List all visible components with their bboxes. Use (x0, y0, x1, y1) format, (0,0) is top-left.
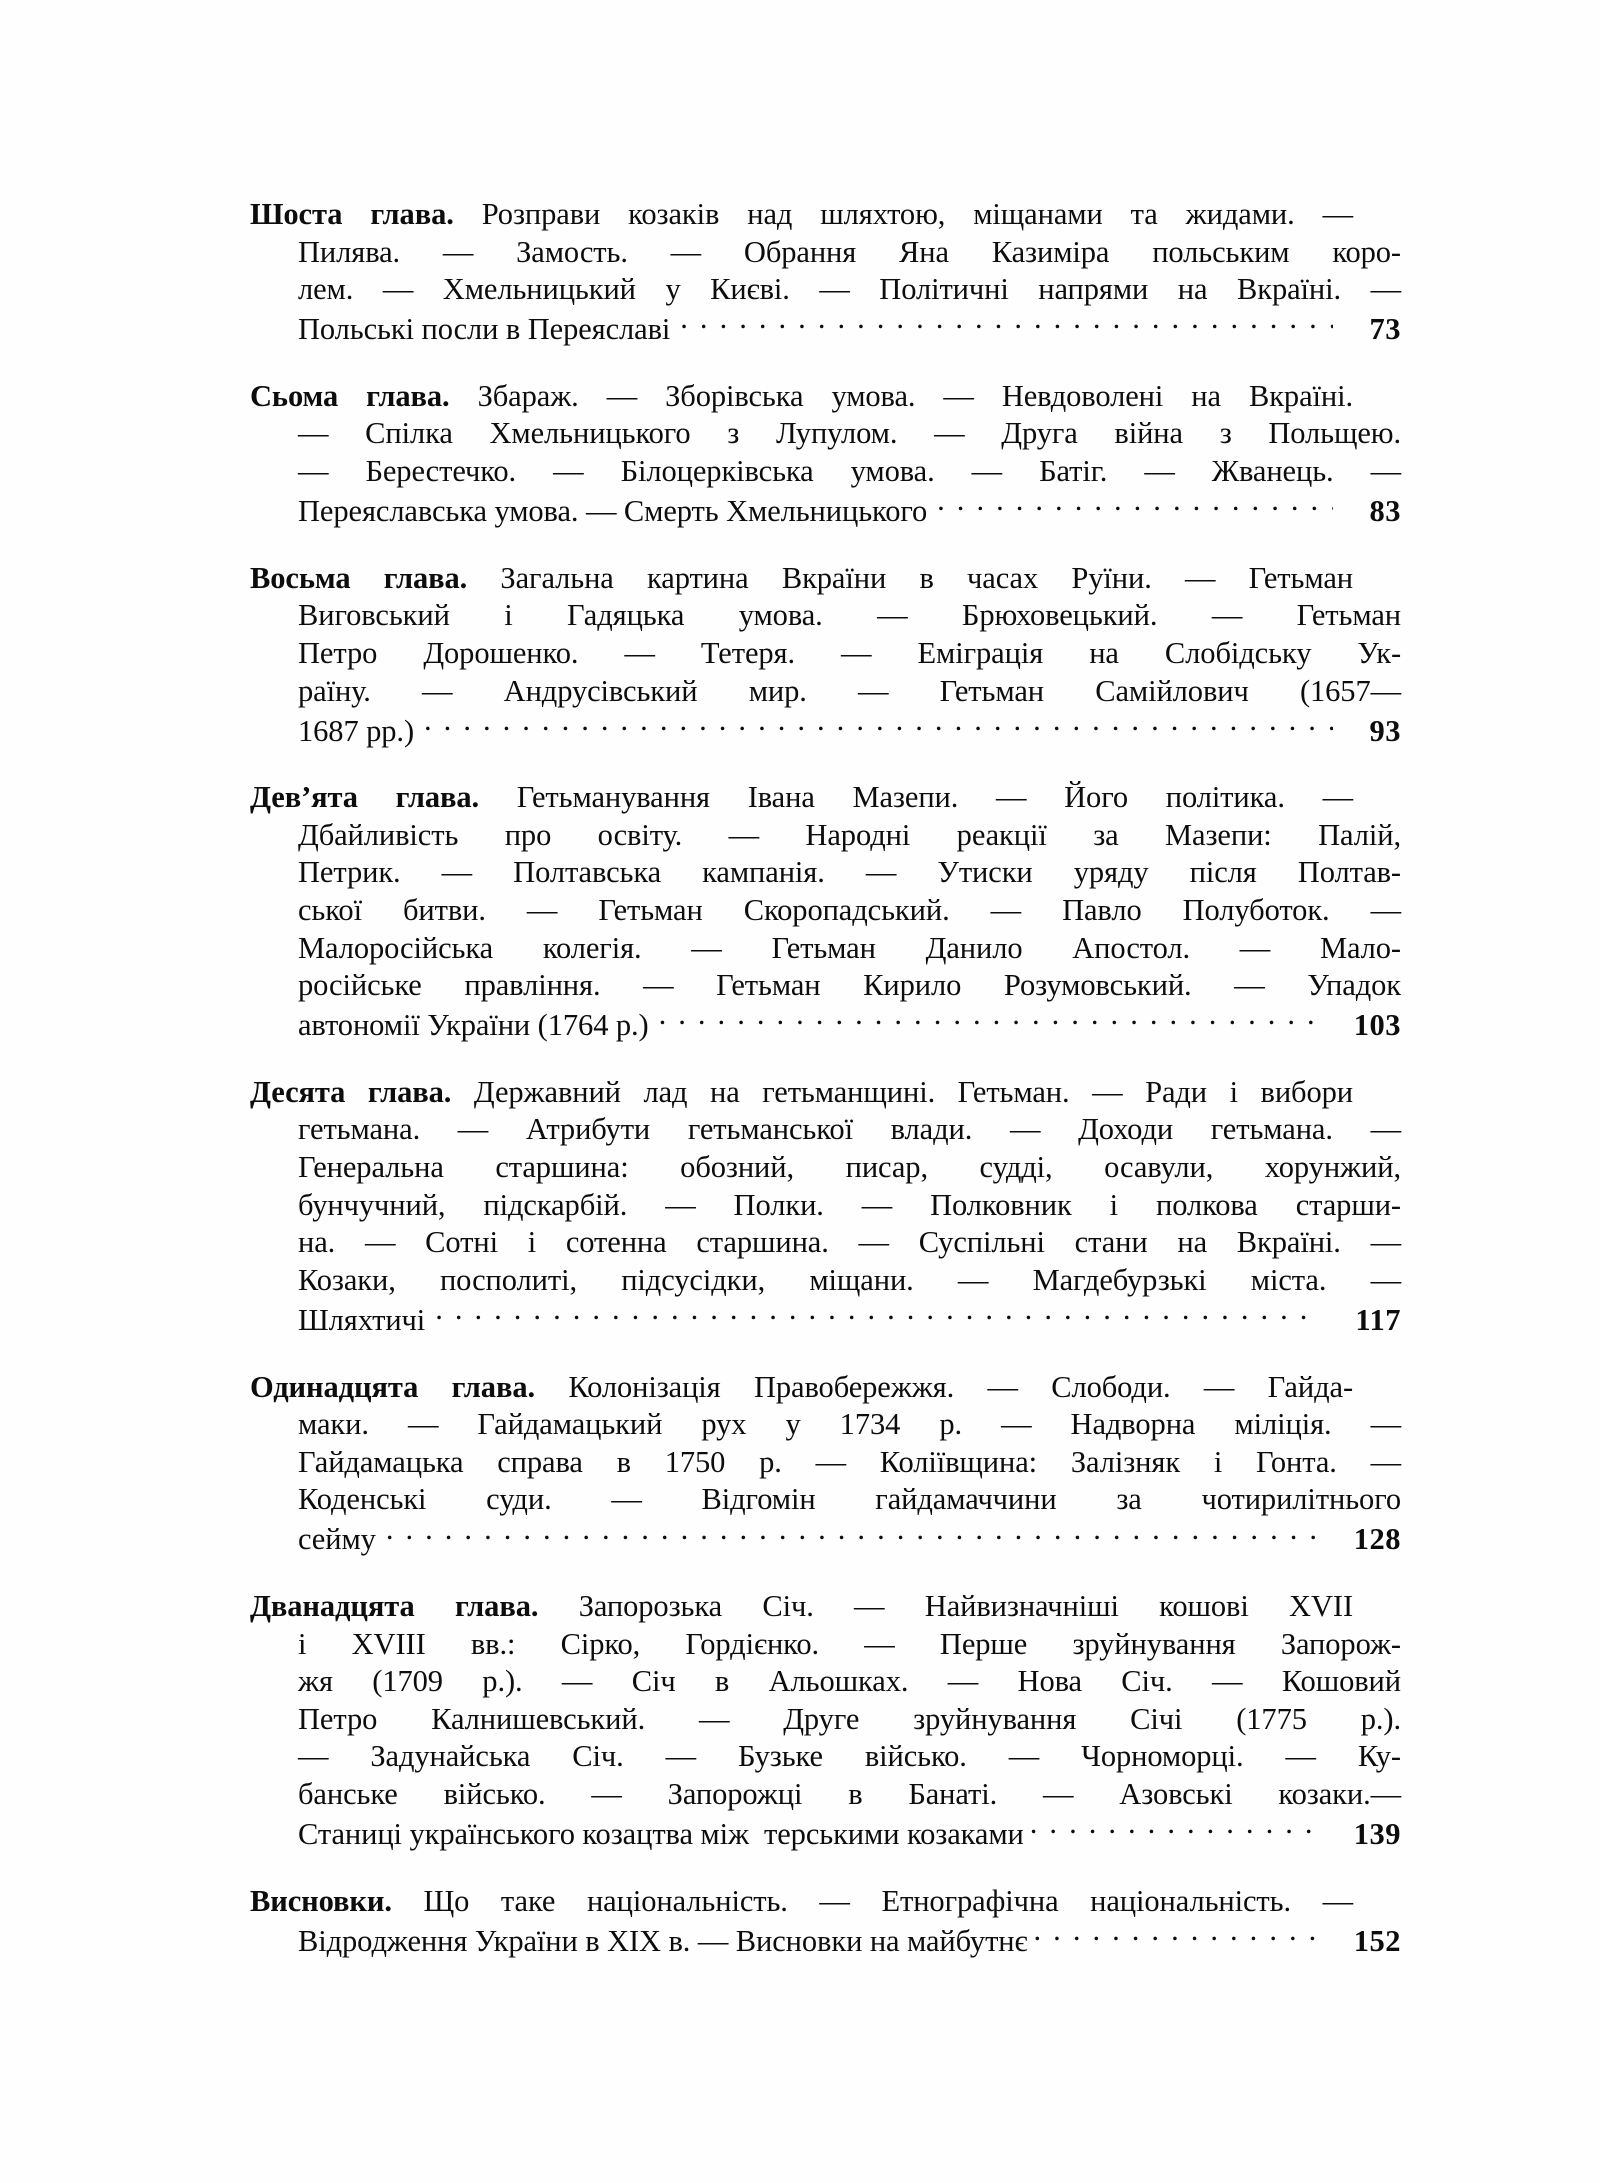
page-number[interactable]: 139 (1353, 1817, 1401, 1852)
toc-entry-line: і XVIII вв.: Сірко, Гордієнко. — Перше зруйнування Запорож- (298, 1626, 1401, 1661)
leader-dots (680, 309, 1333, 340)
toc-entry-line: Генеральна старшина: обозний, писар, судді, осавули, хорунжий, (298, 1150, 1401, 1185)
chapter-label: Дев’ята глава. (250, 780, 480, 815)
chapter-summary: Запорозька Січ. — Найвизначніші кошові XVII (538, 1589, 1353, 1623)
toc-entry-line: бунчучний, підскарбій. — Полки. — Полковник і полкова старши- (298, 1187, 1401, 1222)
toc-entry-line: Козаки, посполиті, підсусідки, міщани. — Магдебурзькі міста. — (298, 1262, 1401, 1297)
chapter-label: Шоста глава. (250, 197, 454, 231)
page-number[interactable]: 83 (1369, 494, 1401, 529)
toc-entry-line: Петро Дорошенко. — Тетеря. — Еміграція на Слобідську Ук- (298, 635, 1401, 670)
leader-dots (435, 1299, 1317, 1330)
chapter-label: Дванадцята глава. (250, 1589, 539, 1623)
toc-entry-title-line (250, 560, 1353, 598)
toc-entry-line: Переяславська умова. — Смерть Хмельницького (298, 494, 928, 529)
toc-entry-last-line (250, 1920, 1401, 1960)
toc-entry-last-line (250, 1814, 1401, 1854)
toc-entry-title-line (250, 1369, 1353, 1407)
chapter-label: Одинадцята глава. (250, 1369, 536, 1404)
toc-entry[interactable] (250, 196, 1401, 349)
toc-entry-line: на. — Сотні і сотенна старшина. — Суспільні стани на Вкраїні. — (298, 1225, 1401, 1260)
chapter-summary: Що таке національність. — Етнографічна національність. — (391, 1883, 1353, 1918)
toc-entry-line: жя (1709 р.). — Січ в Альошках. — Нова Січ. — Кошовий (298, 1664, 1401, 1699)
leader-dots (1030, 1814, 1323, 1845)
toc-entry-last-line (250, 1005, 1401, 1045)
toc-entry-line: гетьмана. — Атрибути гетьманської влади. — Доходи гетьмана. — (298, 1112, 1401, 1147)
toc-entry-line: Відродження України в XIX в. — Висновки на майбутнє (298, 1923, 1028, 1958)
chapter-summary: Гетьманування Івана Мазепи. — Його політика. — (479, 780, 1353, 815)
page-number[interactable]: 103 (1353, 1008, 1401, 1043)
toc-entry-line: Виговський і Гадяцька умова. — Брюховецький. — Гетьман (298, 598, 1401, 633)
chapter-label: Восьма глава. (250, 560, 468, 595)
page-number[interactable]: 117 (1355, 1302, 1401, 1337)
chapter-label: Сьома глава. (250, 378, 450, 413)
chapter-summary: Колонізація Правобережжя. — Слободи. — Гайда- (535, 1369, 1353, 1404)
toc-entry-title-line (250, 1883, 1353, 1921)
page-number[interactable]: 152 (1353, 1923, 1401, 1958)
chapter-summary: Загальна картина Вкраїни в часах Руїни. — Гетьман (467, 560, 1353, 595)
leader-dots (386, 1519, 1317, 1550)
table-of-contents (250, 196, 1401, 1960)
toc-entry-line: 1687 рр.) (298, 713, 415, 748)
toc-entry[interactable] (250, 1074, 1401, 1340)
toc-entry-line: маки. — Гайдамацький рух у 1734 р. — Надворна міліція. — (298, 1407, 1401, 1442)
page-number[interactable]: 93 (1369, 713, 1401, 748)
toc-entry-last-line (250, 491, 1401, 531)
toc-entry-line: Пилява. — Замость. — Обрання Яна Казиміра польським коро- (298, 234, 1401, 269)
chapter-label: Десята глава. (250, 1074, 452, 1109)
toc-entry-last-line (250, 1299, 1401, 1339)
toc-entry-line: Гайдамацька справа в 1750 р. — Коліївщина: Залізняк і Гонта. — (298, 1444, 1401, 1479)
chapter-summary: Державний лад на гетьманщині. Гетьман. — Ради і вибори (451, 1074, 1353, 1109)
toc-entry-line: Коденські суди. — Відгомін гайдамаччини за чотирилітнього (298, 1482, 1401, 1517)
toc-entry[interactable] (250, 1369, 1401, 1559)
toc-entry-line: банське військо. — Запорожці в Банаті. — Азовські козаки.— (298, 1776, 1401, 1811)
toc-entry-line: ської битви. — Гетьман Скоропадський. — Павло Полуботок. — (298, 893, 1401, 927)
toc-entry-line: лем. — Хмельницький у Києві. — Політичні напрями на Вкраїні. — (298, 272, 1401, 307)
toc-entry-line: Дбайливість про освіту. — Народні реакції за Мазепи: Палій, (298, 817, 1401, 852)
chapter-label: Висновки. (250, 1883, 392, 1918)
toc-entry-line: — Спілка Хмельницького з Лупулом. — Друга війна з Польщею. (298, 416, 1401, 451)
toc-entry[interactable] (250, 1588, 1401, 1854)
toc-entry-line: Шляхтичі (298, 1302, 426, 1337)
toc-entry-last-line (250, 710, 1401, 750)
toc-entry-line: раїну. — Андрусівський мир. — Гетьман Самійлович (1657— (298, 673, 1401, 708)
toc-entry-line: Малоросійська колегія. — Гетьман Данило Апостол. — Мало- (298, 930, 1401, 965)
leader-dots (937, 491, 1333, 522)
toc-entry[interactable] (250, 378, 1401, 531)
toc-entry-line: Петро Калнишевський. — Друге зруйнування Січі (1775 р.). (298, 1701, 1401, 1736)
toc-entry-title-line (250, 1074, 1353, 1112)
page-number[interactable]: 128 (1353, 1522, 1401, 1557)
page-number[interactable]: 73 (1369, 312, 1401, 347)
toc-entry-line: російське правління. — Гетьман Кирило Розумовський. — Упадок (298, 968, 1401, 1003)
leader-dots (424, 710, 1333, 741)
toc-entry-line: — Берестечко. — Білоцерківська умова. — Батіг. — Жванець. — (298, 454, 1401, 489)
toc-entry-title-line (250, 378, 1353, 416)
toc-entry-line: Станиці українського козацтва між терськими козаками (298, 1817, 1024, 1852)
toc-entry-last-line (250, 309, 1401, 349)
chapter-summary: Розправи козаків над шляхтою, міщанами та жидами. — (453, 197, 1353, 231)
toc-entry-last-line (250, 1519, 1401, 1559)
toc-entry-line: — Задунайська Січ. — Бузьке військо. — Чорноморці. — Ку- (298, 1739, 1401, 1774)
toc-entry[interactable] (250, 779, 1401, 1045)
toc-entry-title-line (250, 1588, 1353, 1626)
chapter-summary: Збараж. — Зборівська умова. — Невдоволені на Вкраїні. (449, 378, 1353, 413)
leader-dots (659, 1005, 1317, 1036)
toc-entry-title-line (250, 196, 1353, 234)
toc-entry-line: автономії України (1764 р.) (298, 1008, 649, 1043)
toc-entry-line: Петрик. — Полтавська кампанія. — Утиски уряду після Полтав- (298, 855, 1401, 890)
toc-entry[interactable] (250, 560, 1401, 750)
toc-entry[interactable] (250, 1883, 1401, 1961)
leader-dots (1034, 1920, 1323, 1951)
toc-entry-line: сейму (298, 1522, 376, 1557)
toc-entry-line: Польські посли в Переяславі (298, 312, 671, 347)
toc-entry-title-line (250, 779, 1353, 817)
